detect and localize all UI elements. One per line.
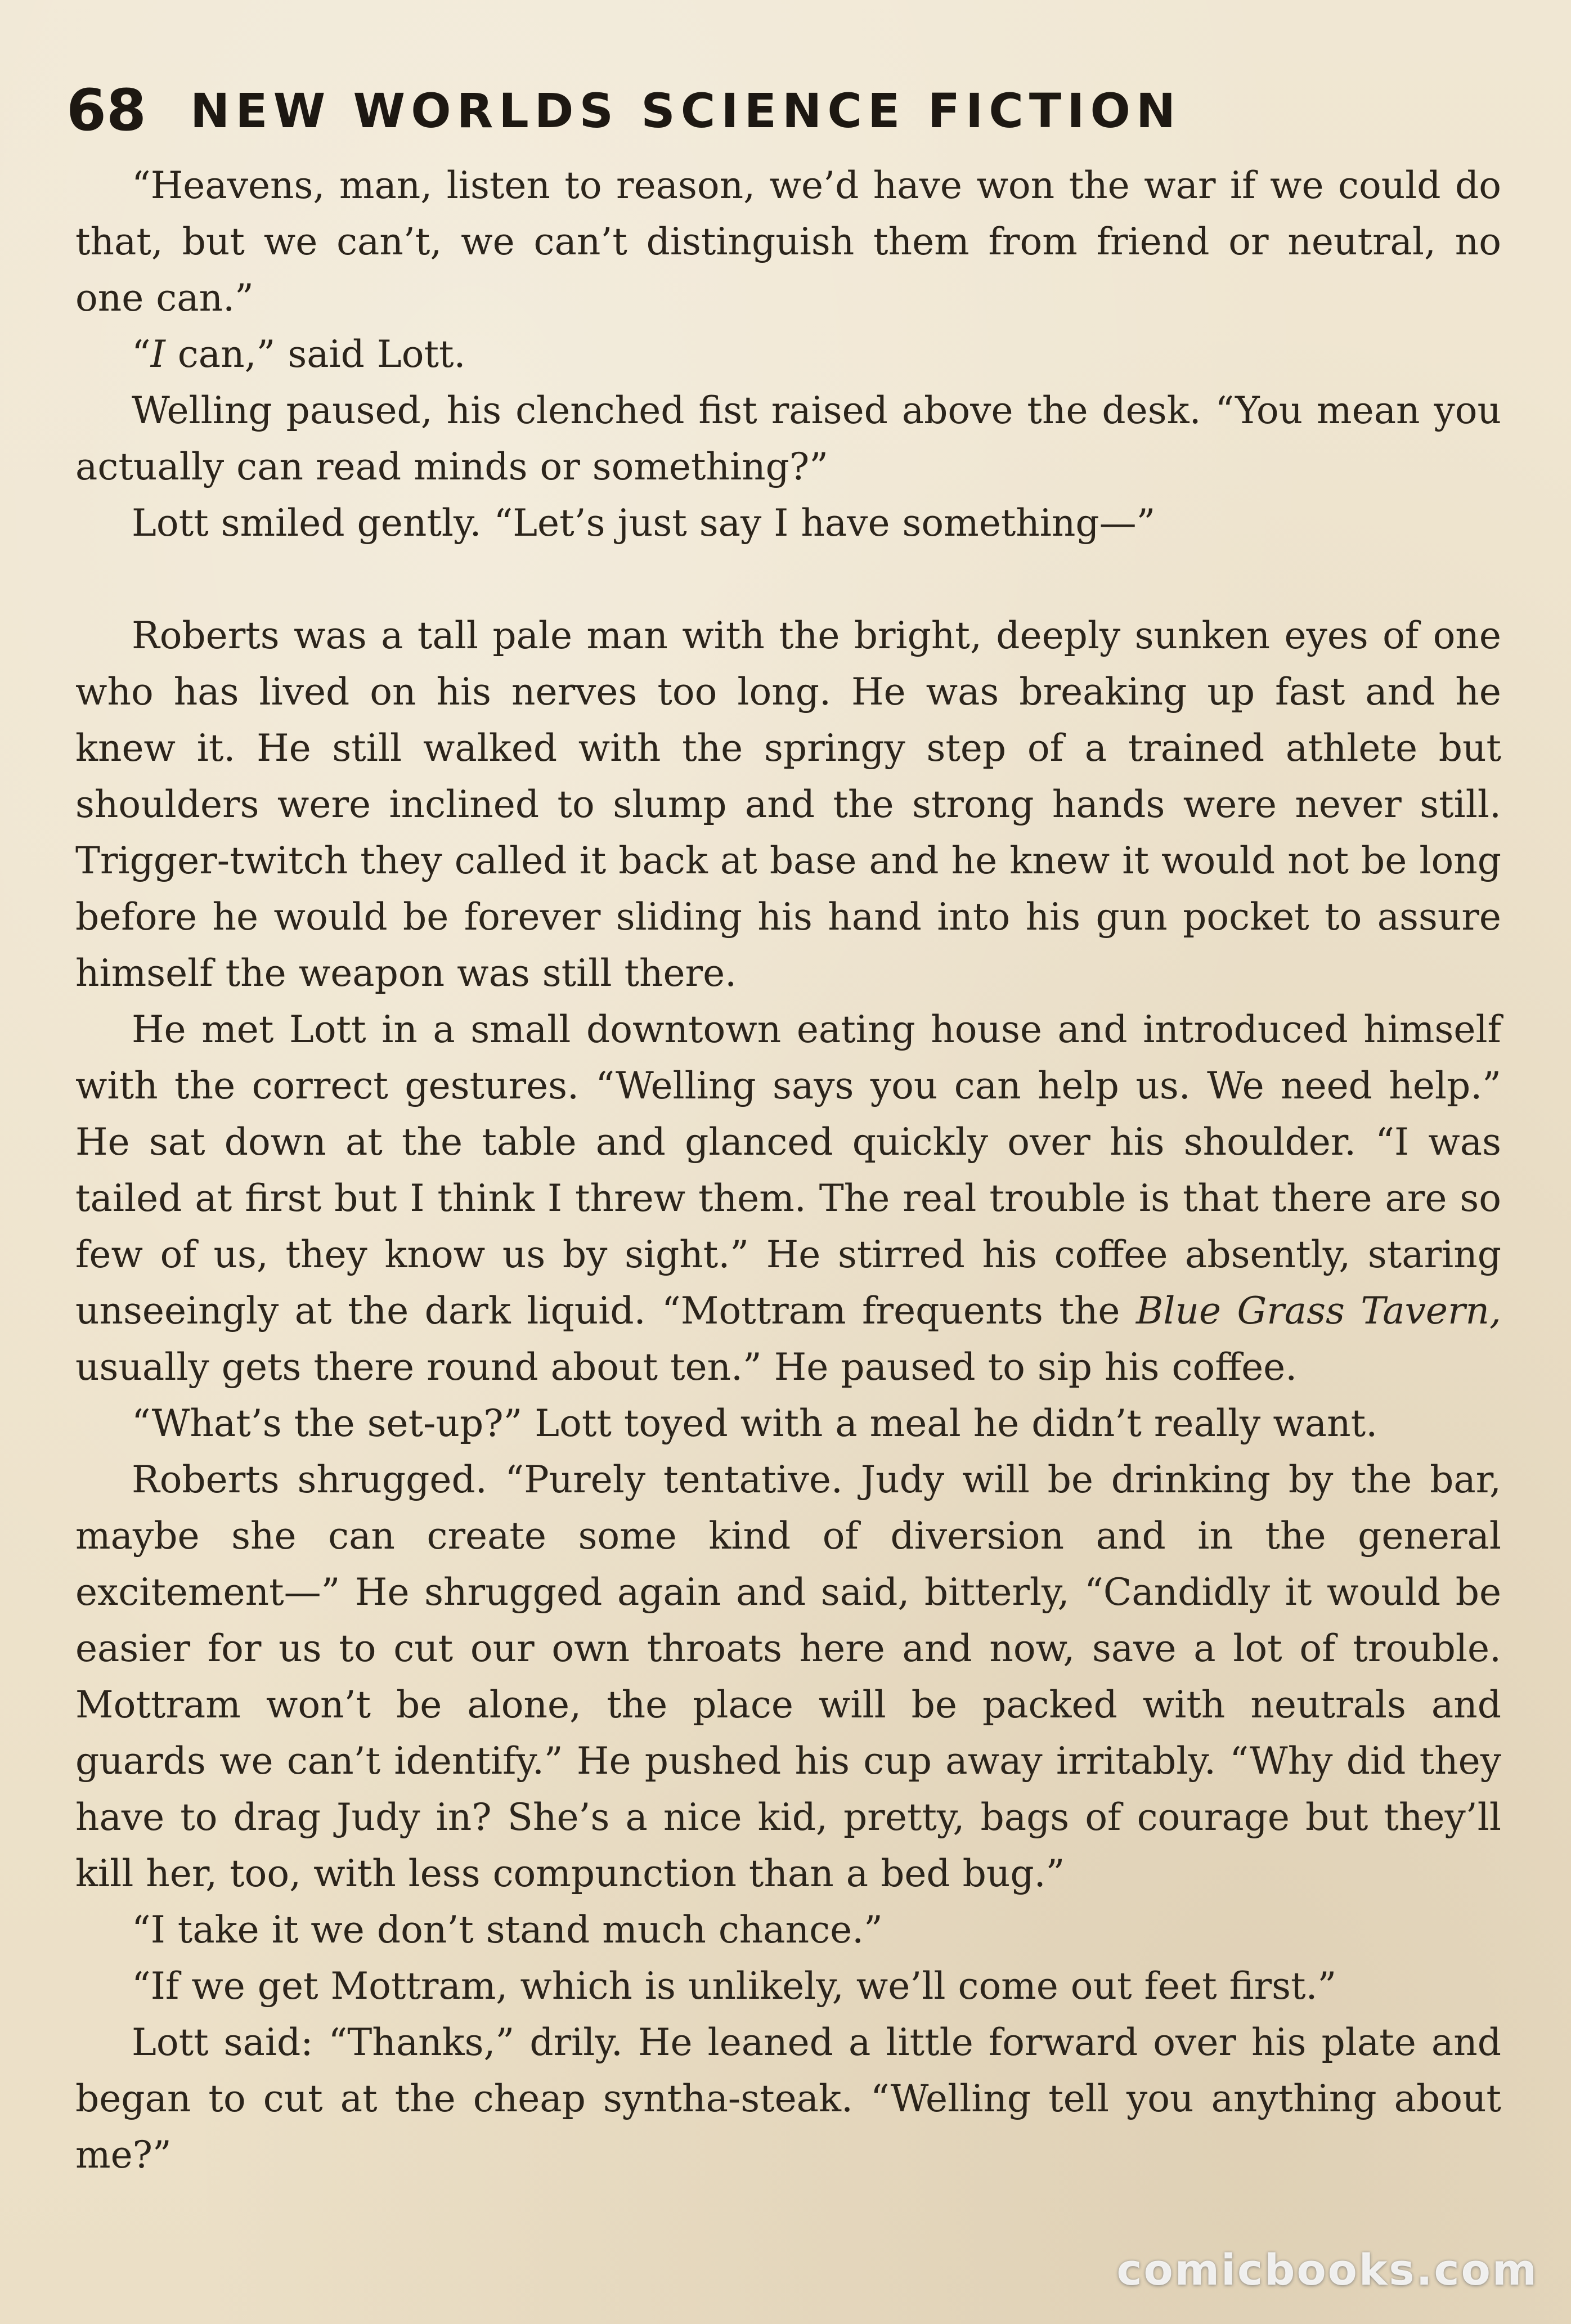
paragraph-6: [75, 1002, 1501, 1396]
running-title: NEW WORLDS SCIENCE FICTION: [190, 83, 1182, 138]
section-break: [75, 551, 1501, 608]
paragraph-10: “If we get Mottram, which is unlikely, we’ll come out feet first.”: [132, 1964, 1337, 2008]
paragraph-2-text: can,” said Lott.: [165, 333, 466, 376]
emphasized-word: I: [150, 333, 165, 376]
paragraph-11: Lott said: “Thanks,” drily. He leaned a little forward over his plate and began to cut at the cheap syntha-steak. “Welling tell you anything about me?”: [75, 2021, 1501, 2177]
page-header: [66, 69, 1507, 153]
paragraph-2: “I can,” said Lott.: [132, 333, 466, 376]
paragraph-6-text-end: usually gets there round about ten.” He paused to sip his coffee.: [75, 1345, 1298, 1389]
paragraph-9: “I take it we don’t stand much chance.”: [132, 1908, 883, 1951]
tavern-name: Blue Grass Tavern,: [1135, 1289, 1502, 1333]
paragraph-8: Roberts shrugged. “Purely tentative. Judy will be drinking by the bar, maybe she can create some kind of diversion and in the general excitement—” He shrugged again and said, bitterly, “Candidly it would be easier for us to cut our own throats here and now, save a lot of trouble. Mottram won’t be alone, the place will be packed with neutrals and guards we can’t identify.” He pushed his cup away irritably. “Why did they have to drag Judy in? She’s a nice kid, pretty, bags of courage but they’ll kill her, too, with less compunction than a bed bug.”: [75, 1458, 1501, 1895]
paragraph-7: “What’s the set-up?” Lott toyed with a meal he didn’t really want.: [132, 1402, 1378, 1445]
paragraph-4: Lott smiled gently. “Let’s just say I have something—”: [132, 501, 1156, 545]
page-number: 68: [66, 77, 146, 144]
paragraph-1: “Heavens, man, listen to reason, we’d have won the war if we could do that, but we can’t, we can’t distinguish them from friend or neutral, no one can.”: [75, 164, 1501, 320]
story-text: [75, 158, 1501, 2183]
paragraph-3: Welling paused, his clenched fist raised above the desk. “You mean you actually can read minds or something?”: [75, 389, 1501, 488]
paragraph-5: Roberts was a tall pale man with the bright, deeply sunken eyes of one who has lived on his nerves too long. He was breaking up fast and he knew it. He still walked with the springy step of a trained athlete but shoulders were inclined to slump and the strong hands were never still. Trigger-twitch they called it back at base and he knew it would not be long before he would be forever sliding his hand into his gun pocket to assure himself the weapon was still there.: [75, 614, 1501, 995]
paragraph-6-text-start: He met Lott in a small downtown eating house and introduced himself with the correct gestures. “Welling says you can help us. We need help.” He sat down at the table and glanced quickly over his shoulder. “I was tailed at first but I think I threw them. The real trouble is that there are so few of us, they know us by sight.” He stirred his coffee absently, staring unseeingly at the dark liquid. “Mottram frequents the: [75, 1008, 1501, 1333]
source-watermark: comicbooks.com: [1116, 2245, 1538, 2295]
